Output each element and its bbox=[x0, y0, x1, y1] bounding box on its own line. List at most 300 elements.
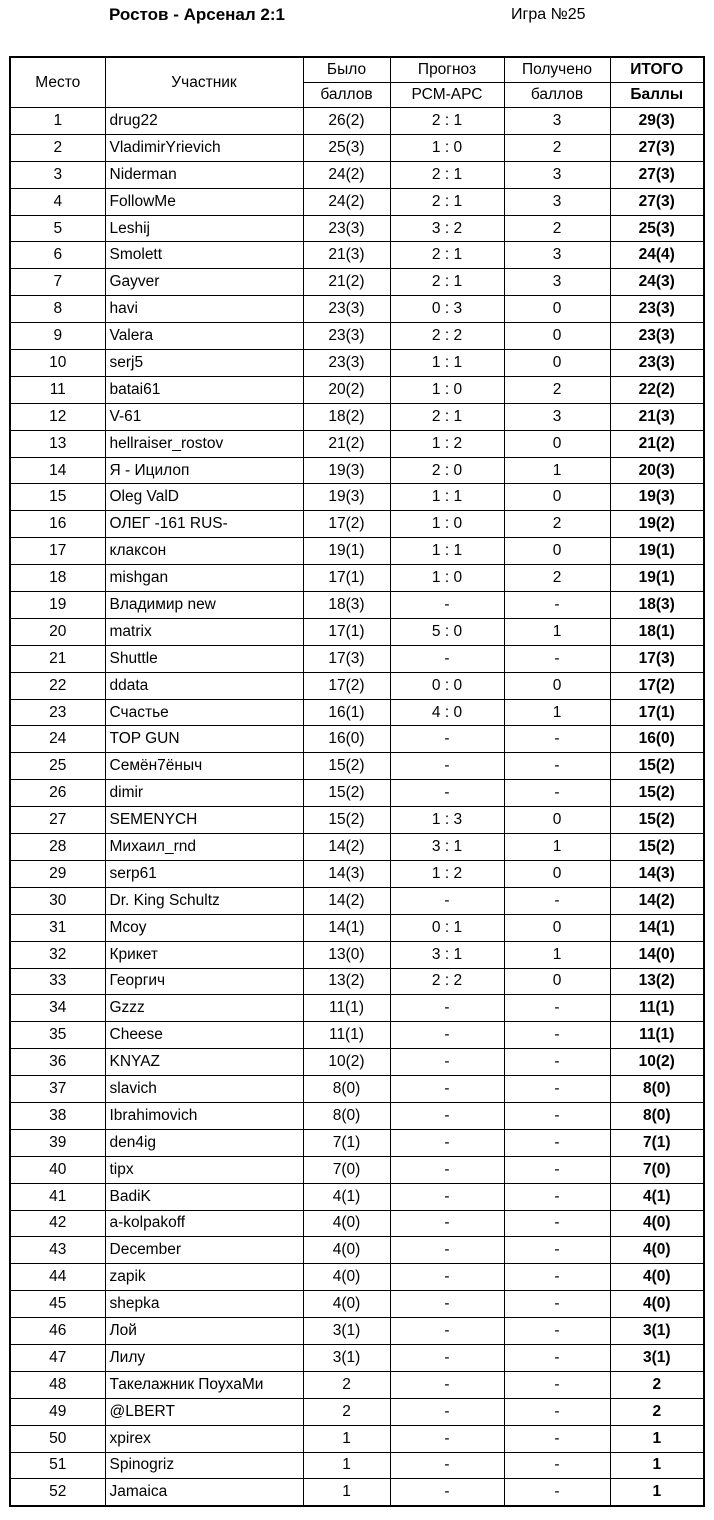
table-row bbox=[10, 887, 704, 914]
cell-points-gained: - bbox=[504, 1210, 610, 1237]
cell-participant: Mcoy bbox=[105, 914, 303, 941]
cell-points-before: 17(1) bbox=[303, 618, 390, 645]
table-body bbox=[10, 108, 704, 1507]
cell-participant: matrix bbox=[105, 618, 303, 645]
cell-place: 36 bbox=[10, 1049, 105, 1076]
cell-total: 18(3) bbox=[610, 592, 704, 619]
cell-total: 19(1) bbox=[610, 565, 704, 592]
cell-points-gained: - bbox=[504, 1183, 610, 1210]
cell-participant: Valera bbox=[105, 323, 303, 350]
cell-participant: Семён7ёныч bbox=[105, 753, 303, 780]
table-row bbox=[10, 1049, 704, 1076]
cell-points-gained: - bbox=[504, 1129, 610, 1156]
cell-place: 17 bbox=[10, 538, 105, 565]
cell-place: 28 bbox=[10, 834, 105, 861]
table-row bbox=[10, 108, 704, 135]
table-row bbox=[10, 403, 704, 430]
cell-points-gained: 3 bbox=[504, 188, 610, 215]
cell-total: 25(3) bbox=[610, 215, 704, 242]
cell-participant: ddata bbox=[105, 672, 303, 699]
cell-points-before: 21(2) bbox=[303, 269, 390, 296]
table-row bbox=[10, 1076, 704, 1103]
cell-points-gained: - bbox=[504, 1398, 610, 1425]
cell-place: 22 bbox=[10, 672, 105, 699]
cell-total: 15(2) bbox=[610, 807, 704, 834]
cell-forecast: 5 : 0 bbox=[390, 618, 504, 645]
table-row bbox=[10, 1291, 704, 1318]
cell-forecast: 3 : 2 bbox=[390, 215, 504, 242]
cell-participant: Такелажник ПоухаМи bbox=[105, 1371, 303, 1398]
table-row bbox=[10, 1479, 704, 1506]
table-row bbox=[10, 968, 704, 995]
cell-place: 40 bbox=[10, 1156, 105, 1183]
cell-points-gained: - bbox=[504, 1425, 610, 1452]
cell-participant: @LBERT bbox=[105, 1398, 303, 1425]
cell-place: 19 bbox=[10, 592, 105, 619]
cell-forecast: - bbox=[390, 1479, 504, 1506]
cell-points-gained: - bbox=[504, 753, 610, 780]
cell-forecast: 1 : 0 bbox=[390, 376, 504, 403]
cell-forecast: 4 : 0 bbox=[390, 699, 504, 726]
cell-place: 12 bbox=[10, 403, 105, 430]
table-row bbox=[10, 1398, 704, 1425]
cell-points-before: 7(1) bbox=[303, 1129, 390, 1156]
cell-participant: mishgan bbox=[105, 565, 303, 592]
cell-total: 17(1) bbox=[610, 699, 704, 726]
cell-points-before: 1 bbox=[303, 1452, 390, 1479]
table-header bbox=[10, 57, 704, 108]
table-row bbox=[10, 1237, 704, 1264]
cell-participant: den4ig bbox=[105, 1129, 303, 1156]
cell-place: 27 bbox=[10, 807, 105, 834]
cell-participant: Smolett bbox=[105, 242, 303, 269]
cell-points-gained: 0 bbox=[504, 860, 610, 887]
table-row bbox=[10, 726, 704, 753]
cell-place: 25 bbox=[10, 753, 105, 780]
table-row bbox=[10, 1371, 704, 1398]
cell-points-before: 13(0) bbox=[303, 941, 390, 968]
cell-participant: Leshij bbox=[105, 215, 303, 242]
table-row bbox=[10, 538, 704, 565]
cell-place: 14 bbox=[10, 457, 105, 484]
cell-total: 24(3) bbox=[610, 269, 704, 296]
cell-points-gained: 0 bbox=[504, 968, 610, 995]
table-row bbox=[10, 1425, 704, 1452]
cell-participant: Gayver bbox=[105, 269, 303, 296]
cell-points-before: 21(2) bbox=[303, 430, 390, 457]
cell-forecast: - bbox=[390, 1156, 504, 1183]
cell-points-gained: 1 bbox=[504, 834, 610, 861]
cell-forecast: - bbox=[390, 1371, 504, 1398]
cell-total: 18(1) bbox=[610, 618, 704, 645]
cell-points-before: 3(1) bbox=[303, 1344, 390, 1371]
cell-points-before: 24(2) bbox=[303, 161, 390, 188]
cell-total: 15(2) bbox=[610, 780, 704, 807]
cell-forecast: - bbox=[390, 1129, 504, 1156]
cell-forecast: - bbox=[390, 1425, 504, 1452]
cell-total: 27(3) bbox=[610, 134, 704, 161]
cell-forecast: 1 : 0 bbox=[390, 511, 504, 538]
cell-place: 46 bbox=[10, 1318, 105, 1345]
cell-total: 17(2) bbox=[610, 672, 704, 699]
cell-forecast: 0 : 1 bbox=[390, 914, 504, 941]
cell-points-before: 14(3) bbox=[303, 860, 390, 887]
cell-place: 52 bbox=[10, 1479, 105, 1506]
cell-place: 24 bbox=[10, 726, 105, 753]
cell-place: 11 bbox=[10, 376, 105, 403]
cell-forecast: 3 : 1 bbox=[390, 941, 504, 968]
cell-points-gained: - bbox=[504, 1102, 610, 1129]
table-row bbox=[10, 699, 704, 726]
cell-place: 37 bbox=[10, 1076, 105, 1103]
cell-points-gained: 2 bbox=[504, 565, 610, 592]
cell-points-gained: 0 bbox=[504, 672, 610, 699]
cell-points-gained: 3 bbox=[504, 269, 610, 296]
cell-place: 47 bbox=[10, 1344, 105, 1371]
cell-participant: serp61 bbox=[105, 860, 303, 887]
cell-points-before: 23(3) bbox=[303, 215, 390, 242]
cell-points-gained: - bbox=[504, 1264, 610, 1291]
cell-points-before: 8(0) bbox=[303, 1102, 390, 1129]
cell-points-before: 1 bbox=[303, 1425, 390, 1452]
cell-forecast: 2 : 0 bbox=[390, 457, 504, 484]
table-row bbox=[10, 1452, 704, 1479]
cell-participant: dimir bbox=[105, 780, 303, 807]
cell-points-gained: - bbox=[504, 995, 610, 1022]
cell-points-gained: 2 bbox=[504, 376, 610, 403]
cell-points-gained: 1 bbox=[504, 457, 610, 484]
cell-points-gained: 0 bbox=[504, 807, 610, 834]
cell-place: 33 bbox=[10, 968, 105, 995]
table-row bbox=[10, 511, 704, 538]
col-participant-header: Участник bbox=[105, 57, 303, 108]
cell-place: 50 bbox=[10, 1425, 105, 1452]
cell-total: 23(3) bbox=[610, 323, 704, 350]
cell-participant: Георгич bbox=[105, 968, 303, 995]
cell-total: 23(3) bbox=[610, 296, 704, 323]
table-row bbox=[10, 995, 704, 1022]
cell-total: 19(3) bbox=[610, 484, 704, 511]
cell-forecast: - bbox=[390, 1264, 504, 1291]
cell-forecast: 2 : 1 bbox=[390, 403, 504, 430]
cell-place: 31 bbox=[10, 914, 105, 941]
cell-points-gained: 3 bbox=[504, 108, 610, 135]
cell-total: 3(1) bbox=[610, 1344, 704, 1371]
cell-participant: shepka bbox=[105, 1291, 303, 1318]
col-forecast-header-bottom: РСМ-АРС bbox=[390, 83, 504, 108]
cell-points-before: 10(2) bbox=[303, 1049, 390, 1076]
cell-points-before: 13(2) bbox=[303, 968, 390, 995]
cell-place: 1 bbox=[10, 108, 105, 135]
cell-participant: Я - Ицилоп bbox=[105, 457, 303, 484]
cell-points-before: 23(3) bbox=[303, 296, 390, 323]
match-title: Ростов - Арсенал 2:1 bbox=[109, 5, 285, 24]
cell-forecast: - bbox=[390, 1183, 504, 1210]
cell-total: 4(1) bbox=[610, 1183, 704, 1210]
cell-place: 34 bbox=[10, 995, 105, 1022]
col-total-header-top: ИТОГО bbox=[610, 57, 704, 83]
col-before-header-top: Было bbox=[303, 57, 390, 83]
cell-points-before: 16(1) bbox=[303, 699, 390, 726]
cell-participant: Лилу bbox=[105, 1344, 303, 1371]
cell-forecast: - bbox=[390, 753, 504, 780]
cell-points-gained: 0 bbox=[504, 323, 610, 350]
cell-forecast: 0 : 0 bbox=[390, 672, 504, 699]
table-row bbox=[10, 592, 704, 619]
table-row bbox=[10, 242, 704, 269]
cell-points-before: 3(1) bbox=[303, 1318, 390, 1345]
cell-points-before: 23(3) bbox=[303, 323, 390, 350]
cell-points-gained: - bbox=[504, 1076, 610, 1103]
cell-participant: Лой bbox=[105, 1318, 303, 1345]
cell-total: 21(2) bbox=[610, 430, 704, 457]
cell-points-before: 15(2) bbox=[303, 780, 390, 807]
cell-place: 35 bbox=[10, 1022, 105, 1049]
cell-total: 11(1) bbox=[610, 1022, 704, 1049]
cell-points-before: 19(3) bbox=[303, 457, 390, 484]
cell-forecast: - bbox=[390, 1237, 504, 1264]
cell-total: 8(0) bbox=[610, 1076, 704, 1103]
cell-points-before: 23(3) bbox=[303, 350, 390, 377]
cell-forecast: 2 : 1 bbox=[390, 188, 504, 215]
cell-points-before: 2 bbox=[303, 1371, 390, 1398]
cell-points-before: 4(0) bbox=[303, 1264, 390, 1291]
cell-forecast: 2 : 1 bbox=[390, 108, 504, 135]
cell-total: 4(0) bbox=[610, 1291, 704, 1318]
cell-points-gained: 3 bbox=[504, 242, 610, 269]
cell-forecast: - bbox=[390, 1452, 504, 1479]
cell-participant: Niderman bbox=[105, 161, 303, 188]
cell-participant: tipx bbox=[105, 1156, 303, 1183]
cell-participant: Cheese bbox=[105, 1022, 303, 1049]
cell-forecast: 1 : 2 bbox=[390, 430, 504, 457]
cell-total: 14(0) bbox=[610, 941, 704, 968]
cell-place: 7 bbox=[10, 269, 105, 296]
col-before-header-bottom: баллов bbox=[303, 83, 390, 108]
table-row bbox=[10, 1183, 704, 1210]
cell-points-before: 4(0) bbox=[303, 1291, 390, 1318]
cell-points-before: 17(1) bbox=[303, 565, 390, 592]
cell-points-gained: 1 bbox=[504, 941, 610, 968]
cell-participant: Spinogriz bbox=[105, 1452, 303, 1479]
cell-participant: ОЛЕГ -161 RUS- bbox=[105, 511, 303, 538]
cell-place: 16 bbox=[10, 511, 105, 538]
cell-place: 48 bbox=[10, 1371, 105, 1398]
cell-place: 29 bbox=[10, 860, 105, 887]
table-row bbox=[10, 1344, 704, 1371]
cell-points-gained: - bbox=[504, 592, 610, 619]
cell-total: 19(2) bbox=[610, 511, 704, 538]
cell-participant: xpirex bbox=[105, 1425, 303, 1452]
cell-place: 18 bbox=[10, 565, 105, 592]
cell-forecast: 1 : 1 bbox=[390, 484, 504, 511]
cell-participant: zapik bbox=[105, 1264, 303, 1291]
table-row bbox=[10, 1156, 704, 1183]
cell-total: 7(1) bbox=[610, 1129, 704, 1156]
cell-points-before: 7(0) bbox=[303, 1156, 390, 1183]
cell-points-before: 14(1) bbox=[303, 914, 390, 941]
cell-points-gained: - bbox=[504, 1049, 610, 1076]
cell-participant: BadiK bbox=[105, 1183, 303, 1210]
cell-participant: a-kolpakoff bbox=[105, 1210, 303, 1237]
cell-points-before: 20(2) bbox=[303, 376, 390, 403]
cell-points-gained: 2 bbox=[504, 134, 610, 161]
cell-place: 38 bbox=[10, 1102, 105, 1129]
cell-participant: TOP GUN bbox=[105, 726, 303, 753]
col-gained-header-top: Получено bbox=[504, 57, 610, 83]
cell-forecast: - bbox=[390, 1344, 504, 1371]
cell-forecast: 1 : 0 bbox=[390, 565, 504, 592]
cell-points-gained: 2 bbox=[504, 215, 610, 242]
cell-points-gained: - bbox=[504, 1479, 610, 1506]
cell-total: 15(2) bbox=[610, 753, 704, 780]
cell-total: 23(3) bbox=[610, 350, 704, 377]
table-row bbox=[10, 215, 704, 242]
cell-forecast: 1 : 1 bbox=[390, 538, 504, 565]
table-row bbox=[10, 430, 704, 457]
col-forecast-header-top: Прогноз bbox=[390, 57, 504, 83]
table-row bbox=[10, 457, 704, 484]
cell-points-before: 19(3) bbox=[303, 484, 390, 511]
table-row bbox=[10, 860, 704, 887]
cell-participant: KNYAZ bbox=[105, 1049, 303, 1076]
cell-points-gained: - bbox=[504, 1156, 610, 1183]
cell-total: 27(3) bbox=[610, 161, 704, 188]
table-row bbox=[10, 1129, 704, 1156]
cell-participant: Jamaica bbox=[105, 1479, 303, 1506]
cell-points-before: 18(3) bbox=[303, 592, 390, 619]
cell-participant: batai61 bbox=[105, 376, 303, 403]
cell-total: 15(2) bbox=[610, 834, 704, 861]
cell-total: 10(2) bbox=[610, 1049, 704, 1076]
cell-points-gained: 0 bbox=[504, 296, 610, 323]
cell-participant: клаксон bbox=[105, 538, 303, 565]
table-row bbox=[10, 484, 704, 511]
cell-participant: Владимир new bbox=[105, 592, 303, 619]
cell-forecast: - bbox=[390, 1318, 504, 1345]
table-row bbox=[10, 296, 704, 323]
cell-points-gained: 3 bbox=[504, 403, 610, 430]
cell-place: 4 bbox=[10, 188, 105, 215]
cell-participant: SEMENYCH bbox=[105, 807, 303, 834]
cell-place: 23 bbox=[10, 699, 105, 726]
cell-place: 51 bbox=[10, 1452, 105, 1479]
cell-place: 43 bbox=[10, 1237, 105, 1264]
cell-total: 14(3) bbox=[610, 860, 704, 887]
cell-participant: Ibrahimovich bbox=[105, 1102, 303, 1129]
cell-total: 8(0) bbox=[610, 1102, 704, 1129]
cell-points-gained: 0 bbox=[504, 538, 610, 565]
cell-participant: V-61 bbox=[105, 403, 303, 430]
table-row bbox=[10, 565, 704, 592]
cell-forecast: - bbox=[390, 995, 504, 1022]
table-row bbox=[10, 941, 704, 968]
cell-points-before: 11(1) bbox=[303, 995, 390, 1022]
cell-place: 45 bbox=[10, 1291, 105, 1318]
cell-points-before: 14(2) bbox=[303, 834, 390, 861]
cell-forecast: 1 : 3 bbox=[390, 807, 504, 834]
cell-points-before: 1 bbox=[303, 1479, 390, 1506]
cell-points-before: 4(0) bbox=[303, 1210, 390, 1237]
cell-points-before: 24(2) bbox=[303, 188, 390, 215]
table-row bbox=[10, 134, 704, 161]
cell-points-gained: 0 bbox=[504, 914, 610, 941]
col-total-header-bottom: Баллы bbox=[610, 83, 704, 108]
cell-place: 2 bbox=[10, 134, 105, 161]
cell-points-gained: - bbox=[504, 645, 610, 672]
table-row bbox=[10, 780, 704, 807]
table-row bbox=[10, 807, 704, 834]
cell-forecast: 0 : 3 bbox=[390, 296, 504, 323]
cell-points-gained: 0 bbox=[504, 484, 610, 511]
cell-points-gained: 1 bbox=[504, 699, 610, 726]
cell-points-gained: - bbox=[504, 887, 610, 914]
table-row bbox=[10, 914, 704, 941]
cell-points-before: 21(3) bbox=[303, 242, 390, 269]
cell-forecast: 2 : 1 bbox=[390, 242, 504, 269]
cell-total: 1 bbox=[610, 1425, 704, 1452]
cell-forecast: - bbox=[390, 1022, 504, 1049]
cell-total: 3(1) bbox=[610, 1318, 704, 1345]
table-row bbox=[10, 645, 704, 672]
cell-forecast: - bbox=[390, 592, 504, 619]
cell-participant: havi bbox=[105, 296, 303, 323]
cell-place: 30 bbox=[10, 887, 105, 914]
cell-points-gained: 3 bbox=[504, 161, 610, 188]
cell-place: 32 bbox=[10, 941, 105, 968]
cell-points-before: 4(0) bbox=[303, 1237, 390, 1264]
cell-total: 19(1) bbox=[610, 538, 704, 565]
cell-points-gained: - bbox=[504, 1022, 610, 1049]
cell-forecast: - bbox=[390, 887, 504, 914]
cell-place: 6 bbox=[10, 242, 105, 269]
cell-total: 4(0) bbox=[610, 1210, 704, 1237]
cell-total: 17(3) bbox=[610, 645, 704, 672]
cell-forecast: - bbox=[390, 1102, 504, 1129]
cell-points-before: 15(2) bbox=[303, 807, 390, 834]
cell-forecast: - bbox=[390, 780, 504, 807]
cell-points-before: 26(2) bbox=[303, 108, 390, 135]
cell-points-before: 25(3) bbox=[303, 134, 390, 161]
cell-participant: hellraiser_rostov bbox=[105, 430, 303, 457]
cell-points-gained: - bbox=[504, 1371, 610, 1398]
cell-participant: Dr. King Schultz bbox=[105, 887, 303, 914]
cell-points-before: 18(2) bbox=[303, 403, 390, 430]
cell-participant: slavich bbox=[105, 1076, 303, 1103]
cell-points-before: 2 bbox=[303, 1398, 390, 1425]
table-row bbox=[10, 376, 704, 403]
cell-participant: drug22 bbox=[105, 108, 303, 135]
cell-total: 7(0) bbox=[610, 1156, 704, 1183]
cell-total: 16(0) bbox=[610, 726, 704, 753]
cell-total: 21(3) bbox=[610, 403, 704, 430]
cell-place: 41 bbox=[10, 1183, 105, 1210]
cell-points-before: 4(1) bbox=[303, 1183, 390, 1210]
cell-place: 3 bbox=[10, 161, 105, 188]
cell-points-gained: - bbox=[504, 1291, 610, 1318]
cell-total: 29(3) bbox=[610, 108, 704, 135]
cell-points-gained: - bbox=[504, 780, 610, 807]
cell-total: 27(3) bbox=[610, 188, 704, 215]
table-row bbox=[10, 834, 704, 861]
cell-points-gained: - bbox=[504, 1318, 610, 1345]
cell-forecast: 2 : 1 bbox=[390, 269, 504, 296]
col-place-header: Место bbox=[10, 57, 105, 108]
cell-participant: December bbox=[105, 1237, 303, 1264]
table-row bbox=[10, 188, 704, 215]
cell-participant: Михаил_rnd bbox=[105, 834, 303, 861]
cell-total: 1 bbox=[610, 1479, 704, 1506]
